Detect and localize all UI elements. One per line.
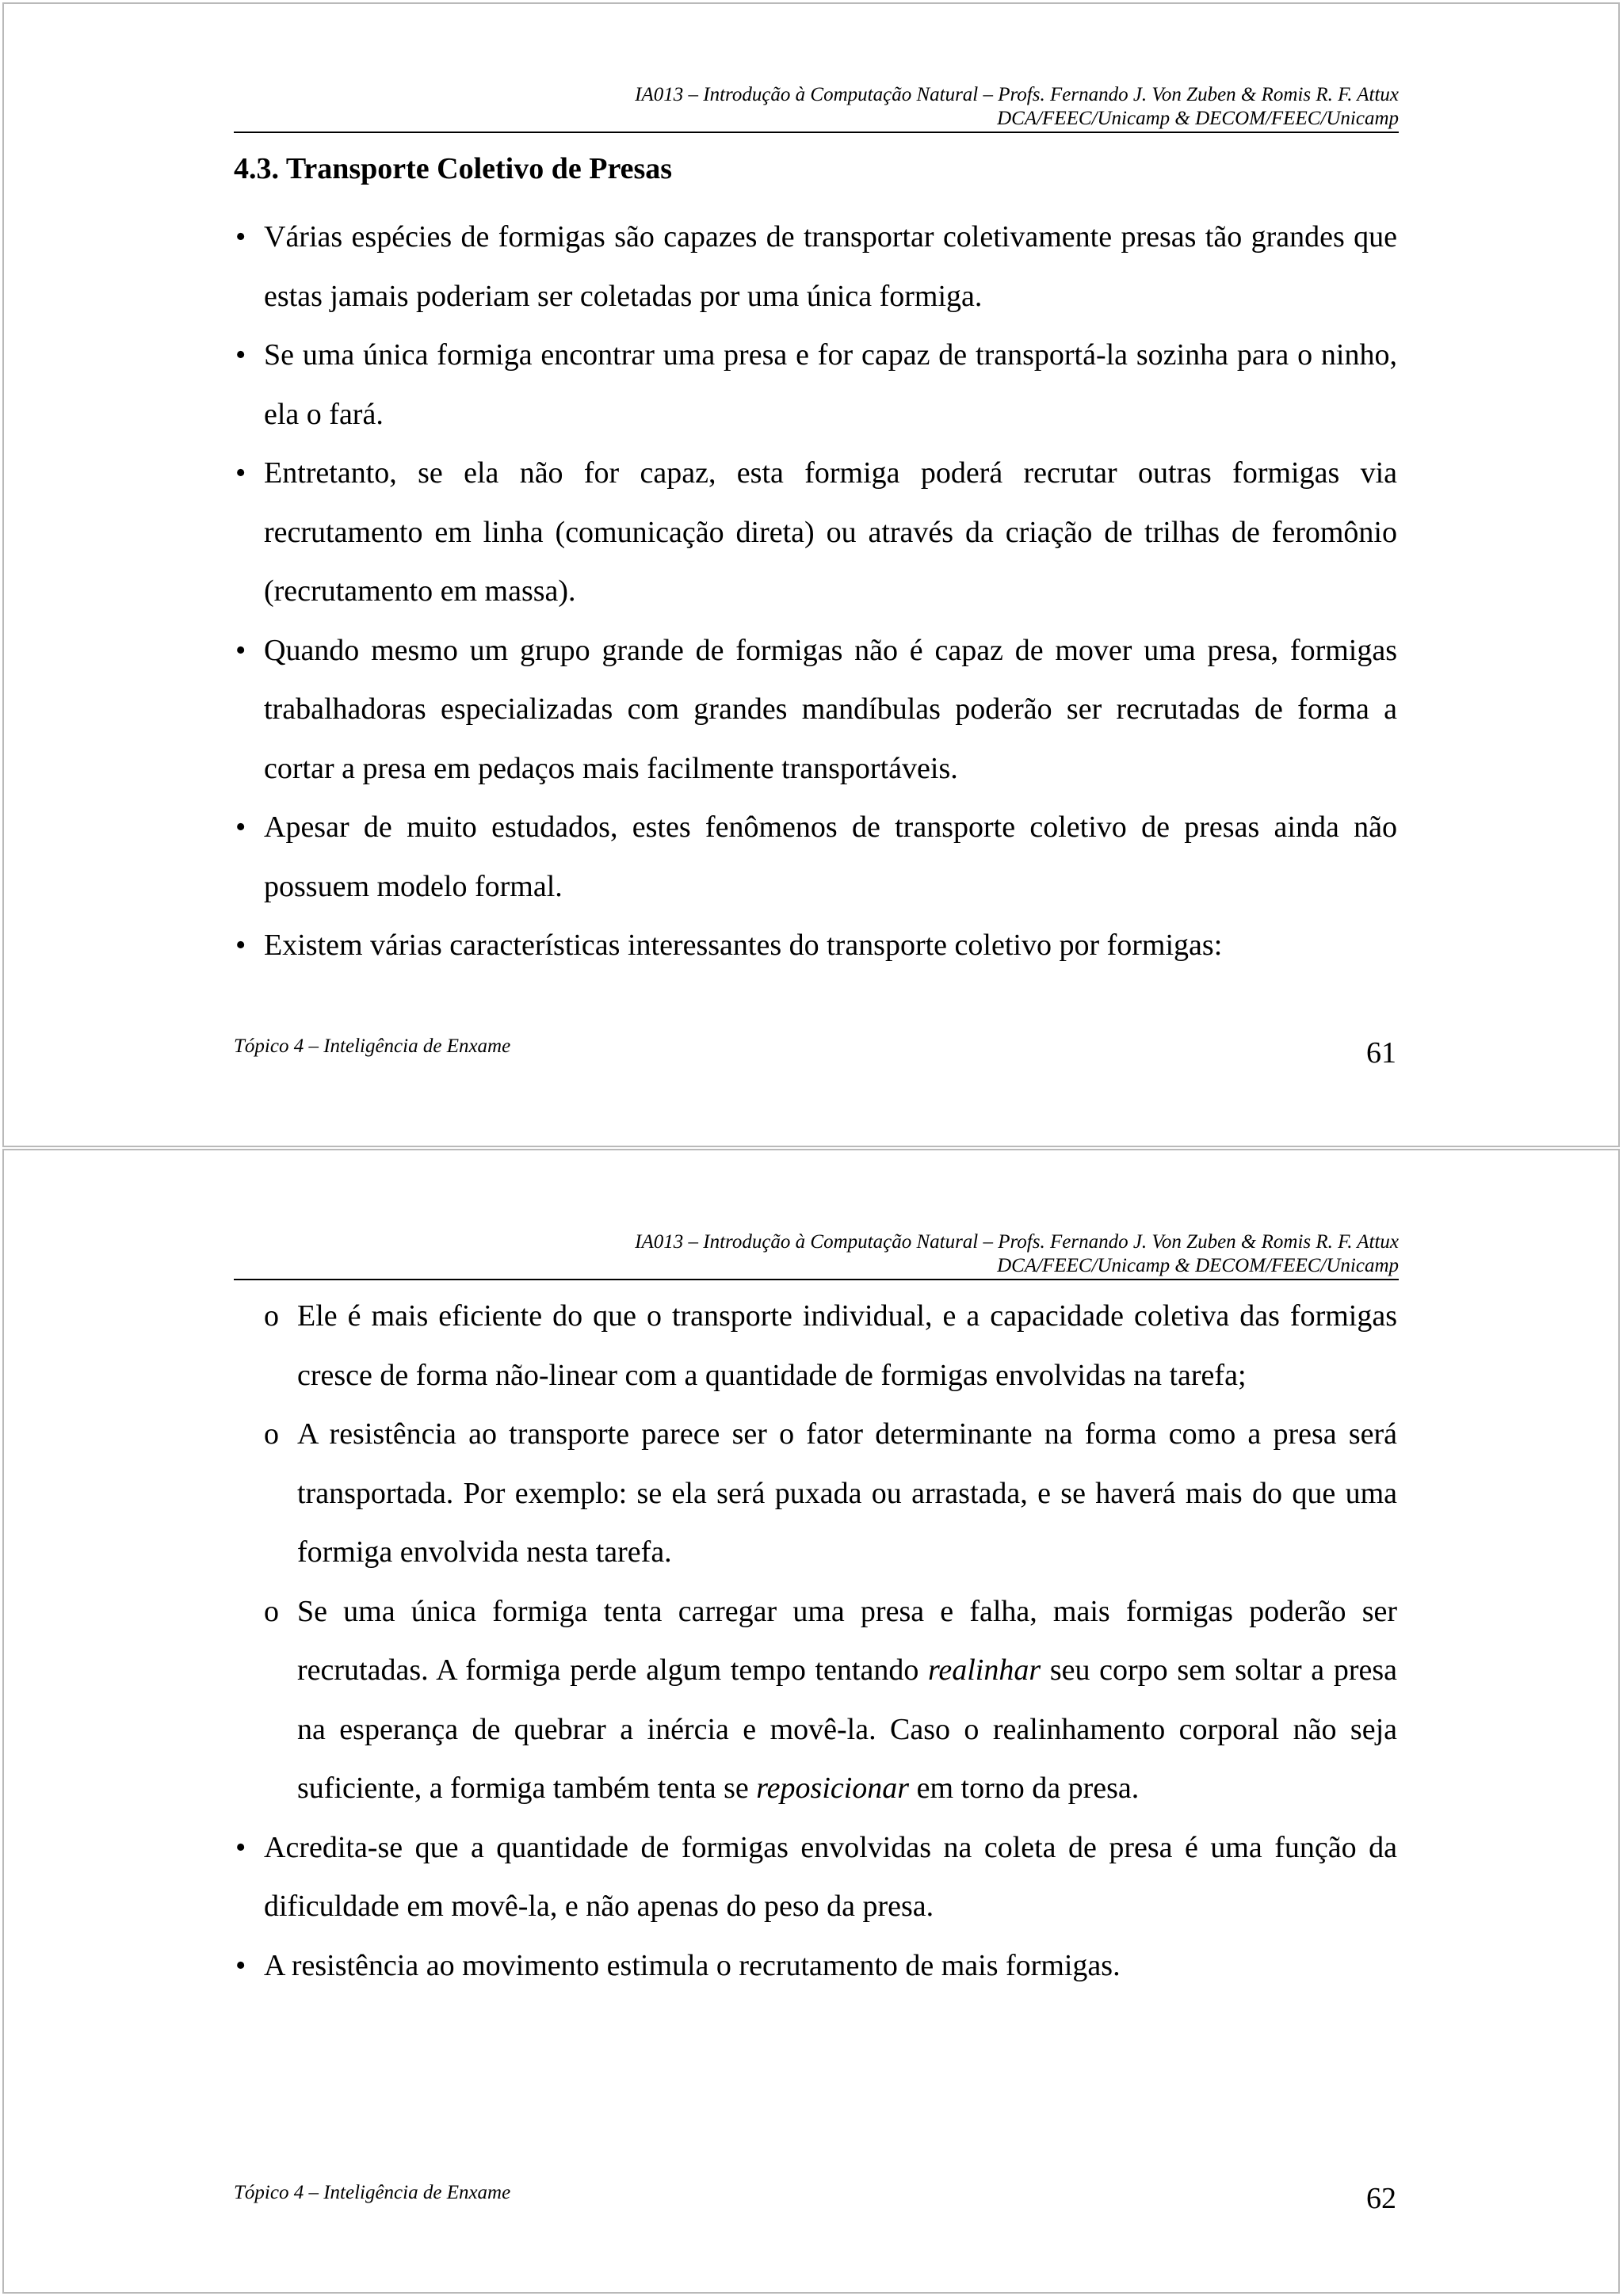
header-course-line: IA013 – Introdução à Computação Natural – Profs. Fernando J. Von Zuben & Romis R. F. Attux (635, 1231, 1399, 1253)
sub-bullet-item (235, 1287, 1397, 1405)
bullet-marker: • (235, 456, 246, 490)
slide-content (235, 1287, 1397, 1995)
sub-bullet-text: A resistência ao transporte parece ser o fator determinante na forma como a presa será transportada. Por exemplo: se ela será puxada ou arrastada, e se haverá mais do que uma formiga envolvida nesta tarefa. (297, 1417, 1397, 1569)
sub-bullet-marker: o (264, 1594, 279, 1628)
slide-page-61 (2, 2, 1620, 1147)
slide-header (234, 1230, 1399, 1280)
page-number: 61 (1366, 1036, 1396, 1070)
bullet-item (235, 798, 1397, 916)
bullet-marker: • (235, 810, 246, 844)
bullet-text: Se uma única formiga encontrar uma presa e for capaz de transportá-la sozinha para o ninho, ela o fará. (264, 338, 1397, 431)
bullet-text: Acredita-se que a quantidade de formigas envolvidas na coleta de presa é uma função da dificuldade em movê-la, e não apenas do peso da presa. (264, 1830, 1397, 1923)
bullet-marker: • (235, 220, 246, 254)
bullet-text: Quando mesmo um grupo grande de formigas não é capaz de mover uma presa, formigas trabalhadoras especializadas com grandes mandíbulas poderão ser recrutadas de forma a cortar a presa em pedaços mais facilmente transportáveis. (264, 633, 1397, 785)
bullet-marker: • (235, 929, 246, 962)
emphasis-reposicionar: reposicionar (756, 1772, 910, 1805)
bullet-marker: • (235, 1948, 246, 1982)
bullet-item (235, 326, 1397, 444)
footer-topic: Tópico 4 – Inteligência de Enxame (234, 2182, 511, 2203)
bullet-item (235, 1936, 1397, 1996)
slide-page-62 (2, 1149, 1620, 2294)
bullet-text: Existem várias características interessantes do transporte coletivo por formigas: (264, 929, 1223, 962)
sub-bullet-text-part: em torno da presa. (909, 1772, 1140, 1805)
bullet-marker: • (235, 1830, 246, 1864)
bullet-marker: • (235, 633, 246, 667)
page-number: 62 (1366, 2182, 1396, 2215)
slide-content (235, 208, 1397, 975)
sub-bullet-text-part: seu corpo sem soltar a presa na esperança de quebrar a inércia e movê-la. Caso o realinhamento corporal não seja suficiente, a formiga também tenta se (297, 1653, 1397, 1805)
bullet-text: Entretanto, se ela não for capaz, esta formiga poderá recrutar outras formigas via recrutamento em linha (comunicação direta) ou através da criação de trilhas de feromônio (recrutamento em massa). (264, 456, 1397, 608)
bullet-item (235, 1818, 1397, 1936)
header-department-line: DCA/FEEC/Unicamp & DECOM/FEEC/Unicamp (997, 108, 1399, 129)
emphasis-realinhar: realinhar (928, 1653, 1041, 1687)
bullet-item (235, 208, 1397, 326)
bullet-text: Várias espécies de formigas são capazes de transportar coletivamente presas tão grandes que estas jamais poderiam ser coletadas por uma única formiga. (264, 220, 1397, 313)
sub-bullet-item (235, 1582, 1397, 1818)
bullet-marker: • (235, 338, 246, 372)
sub-bullet-marker: o (264, 1299, 279, 1333)
sub-bullet-text: Ele é mais eficiente do que o transporte individual, e a capacidade coletiva das formigas cresce de forma não-linear com a quantidade de formigas envolvidas na tarefa; (297, 1299, 1397, 1392)
bullet-text: Apesar de muito estudados, estes fenômenos de transporte coletivo de presas ainda não possuem modelo formal. (264, 810, 1397, 903)
footer-topic: Tópico 4 – Inteligência de Enxame (234, 1035, 511, 1057)
bullet-item (235, 916, 1397, 975)
header-course-line: IA013 – Introdução à Computação Natural – Profs. Fernando J. Von Zuben & Romis R. F. Attux (635, 84, 1399, 105)
section-title: 4.3. Transporte Coletivo de Presas (234, 152, 673, 185)
bullet-item (235, 621, 1397, 799)
header-department-line: DCA/FEEC/Unicamp & DECOM/FEEC/Unicamp (997, 1255, 1399, 1276)
slide-header (234, 83, 1399, 133)
bullet-text: A resistência ao movimento estimula o recrutamento de mais formigas. (264, 1948, 1121, 1982)
bullet-item (235, 444, 1397, 621)
sub-bullet-text-part: Se uma única formiga tenta carregar uma presa e falha, mais formigas poderão ser recrutadas. A formiga perde algum tempo tentando (297, 1594, 1397, 1687)
sub-bullet-marker: o (264, 1417, 279, 1451)
sub-bullet-text (297, 1595, 1397, 1806)
sub-bullet-item (235, 1405, 1397, 1582)
